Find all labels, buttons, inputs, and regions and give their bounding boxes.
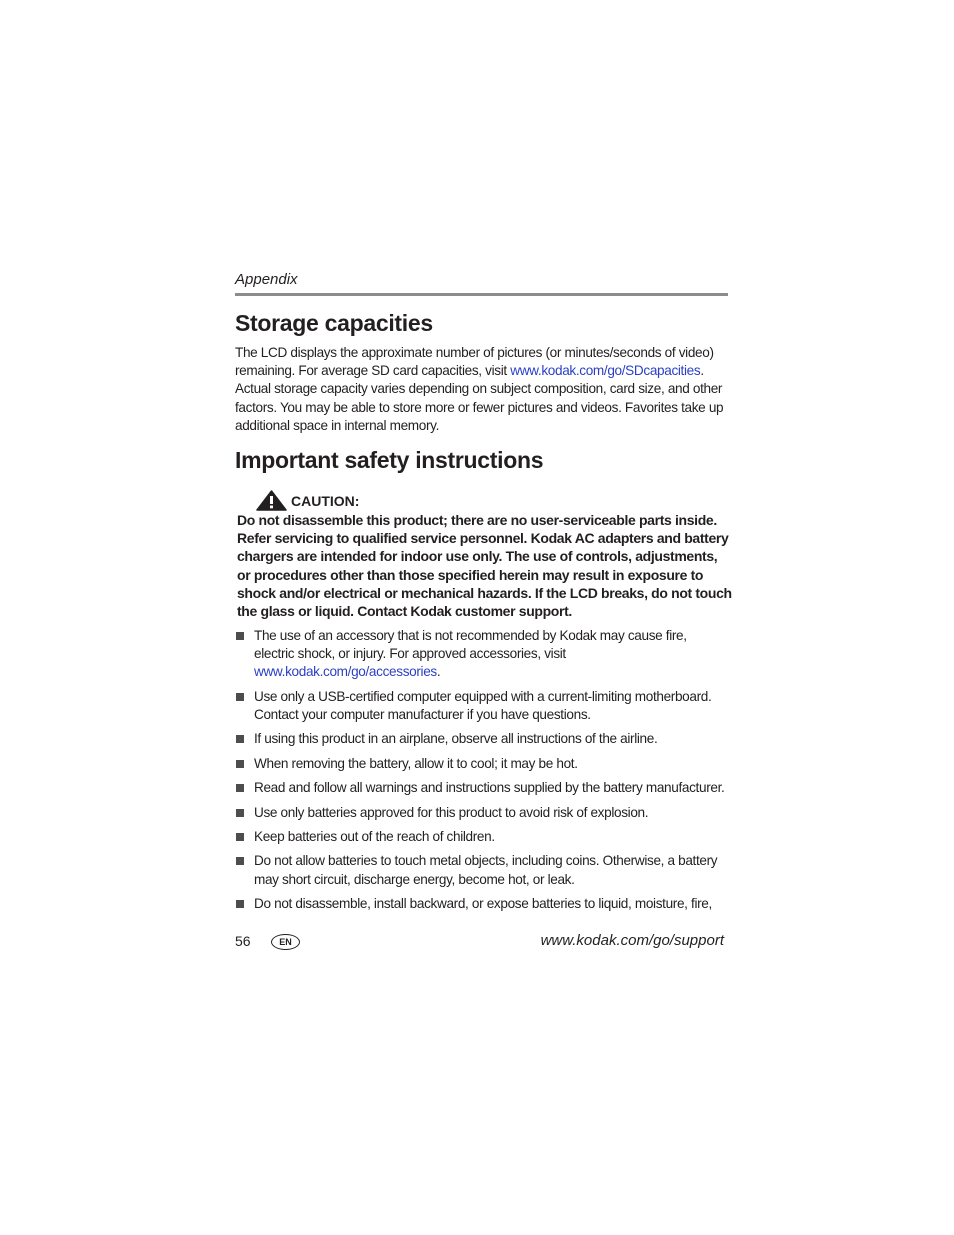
list-item: [235, 755, 730, 773]
list-item: [235, 627, 730, 682]
square-bullet-icon: [236, 857, 244, 865]
square-bullet-icon: [236, 833, 244, 841]
bullet-text: Read and follow all warnings and instructions supplied by the battery manufacturer.: [254, 780, 725, 796]
square-bullet-icon: [236, 735, 244, 743]
list-item: [235, 804, 730, 822]
safety-instructions-heading: Important safety instructions: [235, 447, 544, 473]
bullet-text: Use only batteries approved for this product to avoid risk of explosion.: [254, 804, 649, 820]
square-bullet-icon: [236, 632, 244, 640]
bullet-text: If using this product in an airplane, observe all instructions of the airline.: [254, 731, 658, 747]
header-rule: [235, 293, 728, 296]
bullet-text: Keep batteries out of the reach of children.: [254, 828, 495, 844]
storage-capacities-heading: Storage capacities: [235, 310, 433, 336]
caution-text: Do not disassemble this product; there are no user-serviceable parts inside. Refer servicing to qualified service personnel. Kodak AC adapters and battery chargers are intended for indoor use only. The use of controls, adjustments, or procedures other than those specified herein may result in exposure to shock and/or electrical or mechanical hazards. If the LCD breaks, do not touch the glass or liquid. Contact Kodak customer support.: [237, 512, 732, 620]
language-badge: EN: [271, 934, 300, 950]
running-head: Appendix: [235, 271, 298, 288]
page-number: 56: [235, 933, 251, 949]
storage-text-part1: The LCD displays the approximate number of pictures (or minutes/seconds of video) remaining. For average SD card capacities, visit: [235, 345, 714, 379]
bullet-text-end: .: [436, 664, 441, 680]
safety-bullet-list: [235, 627, 730, 919]
sd-capacities-link[interactable]: www.kodak.com/go/SDcapacities: [510, 363, 701, 379]
square-bullet-icon: [236, 760, 244, 768]
square-bullet-icon: [236, 809, 244, 817]
storage-capacities-paragraph: [235, 344, 728, 435]
storage-text-part2: . Actual storage capacity varies depending on subject composition, card size, and other factors. You may be able to store more or fewer pictures and videos. Favorites take up additional space in internal memory.: [235, 363, 724, 433]
bullet-text: Do not allow batteries to touch metal objects, including coins. Otherwise, a battery may short circuit, discharge energy, become hot, or leak.: [254, 853, 718, 887]
list-item: [235, 895, 730, 913]
accessories-link[interactable]: www.kodak.com/go/accessories: [254, 664, 437, 680]
bullet-text: When removing the battery, allow it to cool; it may be hot.: [254, 755, 578, 771]
list-item: [235, 730, 730, 748]
list-item: [235, 828, 730, 846]
list-item: [235, 688, 730, 724]
bullet-text: Do not disassemble, install backward, or expose batteries to liquid, moisture, fire,: [254, 895, 712, 911]
square-bullet-icon: [236, 784, 244, 792]
bullet-text: Use only a USB-certified computer equipped with a current-limiting motherboard. Contact your computer manufacturer if you have questions.: [254, 688, 712, 722]
caution-label: CAUTION:: [291, 492, 360, 509]
list-item: [235, 852, 730, 888]
bullet-text: The use of an accessory that is not recommended by Kodak may cause fire, electric shock, or injury. For approved accessories, visit: [254, 628, 687, 662]
support-url: www.kodak.com/go/support: [540, 932, 724, 949]
square-bullet-icon: [236, 900, 244, 908]
warning-triangle-icon: [256, 490, 287, 511]
list-item: [235, 779, 730, 797]
caution-label-row: [256, 490, 359, 511]
square-bullet-icon: [236, 693, 244, 701]
